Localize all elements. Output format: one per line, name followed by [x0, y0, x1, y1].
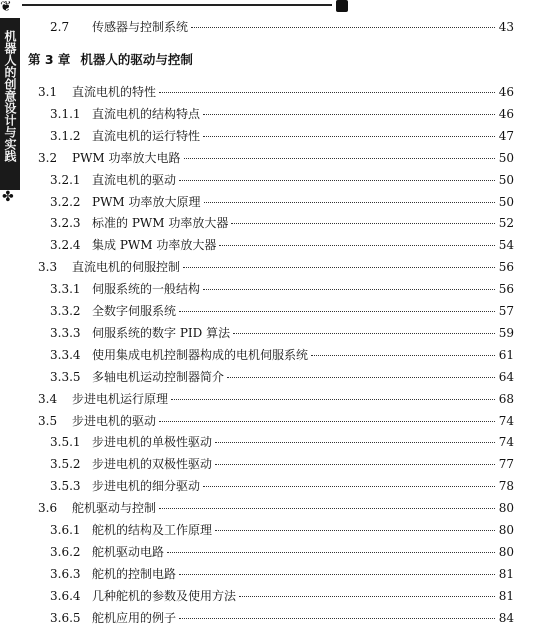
toc-entry-page: 46: [498, 85, 514, 99]
toc-subsection-entry[interactable]: [50, 171, 514, 188]
toc-entry-title: 标准的 PWM 功率放大器: [92, 216, 229, 231]
chapter-number: 第 3 章: [28, 52, 71, 67]
toc-entry-page: 54: [498, 238, 514, 253]
dot-leader: [203, 486, 495, 487]
dot-leader: [219, 245, 495, 246]
toc-entry-number: 3.2.2: [50, 194, 81, 209]
chapter-title: 机器人的驱动与控制: [80, 52, 193, 67]
toc-entry-number: 3.2.3: [50, 216, 81, 231]
toc-entry-number: 3.6.1: [50, 523, 81, 537]
toc-entry-page: 77: [498, 457, 514, 472]
toc-entry-page: 80: [498, 544, 514, 559]
toc-entry-page: 84: [498, 610, 514, 625]
toc-entry-page: 50: [498, 172, 514, 187]
toc-entry-title: 舵机的结构及工作原理: [92, 523, 213, 537]
toc-entry-title: 步进电机的细分驱动: [92, 479, 201, 494]
dot-leader: [203, 289, 495, 290]
dot-leader: [233, 333, 495, 334]
toc-subsection-entry[interactable]: [50, 324, 514, 341]
toc-subsection-entry[interactable]: [50, 587, 514, 604]
toc-entry-number: 3.1: [38, 85, 58, 99]
dot-leader: [239, 596, 495, 597]
toc-entry-number: 3.5.3: [50, 479, 81, 494]
toc-entry-page: 80: [498, 501, 514, 516]
toc-entry-number: 3.3.4: [50, 347, 81, 362]
book-spine: [0, 0, 22, 230]
toc-entry-title: 伺服系统的数字 PID 算法: [92, 325, 231, 340]
toc-subsection-entry[interactable]: [50, 455, 514, 472]
dot-leader: [227, 377, 495, 378]
dot-leader: [203, 114, 495, 115]
toc-entry-page: 50: [498, 194, 514, 209]
toc-section-entry[interactable]: [38, 412, 514, 429]
chapter-heading[interactable]: [28, 50, 193, 68]
toc-entry-title: 步进电机的单极性驱动: [92, 435, 213, 450]
toc-subsection-entry[interactable]: [50, 127, 514, 144]
dot-leader: [204, 202, 495, 203]
spine-title: 机器人的创意设计与实践: [3, 30, 17, 162]
toc-entry-number: 3.6.2: [50, 544, 81, 559]
toc-entry-number: 3.4: [38, 391, 58, 406]
toc-subsection-entry[interactable]: [50, 477, 514, 494]
dot-leader: [171, 399, 495, 400]
toc-entry-title: 几种舵机的参数及使用方法: [92, 588, 237, 603]
toc-entry-title: 步进电机运行原理: [72, 391, 169, 406]
dot-leader: [215, 530, 495, 531]
toc-entry-title: 直流电机的伺服控制: [72, 260, 181, 275]
toc-entry-number: 3.1.1: [50, 106, 81, 121]
toc-entry-title: 传感器与控制系统: [92, 20, 189, 34]
toc-entry-number: 2.7: [50, 20, 70, 34]
toc-entry-number: 3.2.4: [50, 238, 81, 253]
toc-entry-title: 直流电机的结构特点: [92, 106, 201, 121]
toc-entry-number: 3.1.2: [50, 128, 81, 143]
toc-entry-page: 50: [498, 150, 514, 165]
toc-subsection-entry[interactable]: [50, 521, 514, 538]
dot-leader: [184, 158, 495, 159]
toc-entry-number: 3.3.2: [50, 304, 81, 318]
toc-entry-title: 舵机应用的例子: [92, 610, 177, 625]
toc-entry-title: 舵机驱动电路: [92, 544, 165, 559]
toc-entry-page: 74: [498, 435, 514, 450]
header-marker: [336, 0, 348, 12]
dot-leader: [183, 267, 495, 268]
toc-subsection-entry[interactable]: [50, 433, 514, 450]
toc-section-entry[interactable]: [38, 499, 514, 516]
toc-entry-number: 3.5: [38, 413, 58, 428]
toc-subsection-entry[interactable]: [50, 280, 514, 297]
toc-entry-page: 68: [498, 391, 514, 406]
toc-entry-number: 3.6: [38, 501, 58, 516]
dot-leader: [215, 442, 495, 443]
toc-entry-title: 舵机驱动与控制: [72, 501, 157, 516]
toc-entry-number: 3.3.1: [50, 282, 81, 297]
toc-entry-title: 伺服系统的一般结构: [92, 282, 201, 297]
toc-entry-page: 80: [498, 523, 514, 537]
dot-leader: [159, 421, 495, 422]
toc-entry-number: 3.3: [38, 260, 58, 275]
toc-subsection-entry[interactable]: [50, 543, 514, 560]
toc-subsection-entry[interactable]: [50, 346, 514, 363]
dot-leader: [179, 618, 495, 619]
toc-section-entry[interactable]: [38, 258, 514, 275]
toc-entry-page: 78: [498, 479, 514, 494]
toc-entry-number: 3.2: [38, 150, 58, 165]
toc-entry-title: 使用集成电机控制器构成的电机伺服系统: [92, 347, 309, 362]
spine-ornament-bottom: ✤: [2, 189, 14, 205]
toc-entry-number: 3.6.5: [50, 610, 81, 625]
toc-section-entry[interactable]: [38, 83, 514, 100]
toc-entry-title: 多轴电机运动控制器简介: [92, 369, 225, 384]
toc-entry-page: 47: [498, 128, 514, 143]
toc-entry-title: 直流电机的驱动: [92, 172, 177, 187]
toc-entry-number: 3.6.4: [50, 588, 81, 603]
toc-entry-title: 直流电机的运行特性: [92, 128, 201, 143]
toc-entry-number: 3.6.3: [50, 566, 81, 581]
toc-subsection-entry[interactable]: [50, 214, 514, 231]
dot-leader: [179, 574, 495, 575]
dot-leader: [159, 508, 495, 509]
dot-leader: [311, 355, 495, 356]
toc-entry-page: 57: [498, 304, 514, 318]
toc-entry-page: 81: [498, 566, 514, 581]
toc-subsection-entry[interactable]: [50, 193, 514, 210]
toc-entry-title: 直流电机的特性: [72, 85, 157, 99]
dot-leader: [203, 136, 495, 137]
toc-entry-page: 61: [498, 347, 514, 362]
toc-section-entry[interactable]: [38, 149, 514, 166]
toc-subsection-entry[interactable]: [50, 18, 514, 35]
dot-leader: [215, 464, 495, 465]
toc-subsection-entry[interactable]: [50, 302, 514, 319]
toc-entry-page: 52: [498, 216, 514, 231]
dot-leader: [159, 92, 495, 93]
toc-entry-page: 81: [498, 588, 514, 603]
dot-leader: [191, 27, 495, 28]
toc-entry-title: PWM 功率放大电路: [72, 150, 181, 165]
toc-entry-page: 59: [498, 325, 514, 340]
toc-entry-number: 3.2.1: [50, 172, 81, 187]
toc-entry-number: 3.3.3: [50, 325, 81, 340]
toc-entry-page: 56: [498, 282, 514, 297]
toc-entry-title: PWM 功率放大原理: [92, 194, 201, 209]
toc-entry-page: 56: [498, 260, 514, 275]
toc-entry-number: 3.3.5: [50, 369, 81, 384]
toc-entry-title: 全数字伺服系统: [92, 304, 177, 318]
toc-subsection-entry[interactable]: [50, 609, 514, 626]
header-rule: [22, 4, 332, 6]
dot-leader: [167, 552, 495, 553]
dot-leader: [231, 223, 495, 224]
toc-entry-page: 74: [498, 413, 514, 428]
toc-subsection-entry[interactable]: [50, 565, 514, 582]
toc-entry-title: 舵机的控制电路: [92, 566, 177, 581]
spine-ornament-top: ❦: [0, 0, 12, 15]
toc-section-entry[interactable]: [38, 390, 514, 407]
toc-entry-page: 46: [498, 106, 514, 121]
dot-leader: [179, 311, 495, 312]
dot-leader: [179, 180, 495, 181]
toc-entry-title: 步进电机的驱动: [72, 413, 157, 428]
toc-entry-number: 3.5.2: [50, 457, 81, 472]
toc-subsection-entry[interactable]: [50, 236, 514, 253]
toc-subsection-entry[interactable]: [50, 368, 514, 385]
toc-entry-page: 64: [498, 369, 514, 384]
toc-entry-page: 43: [498, 20, 514, 34]
toc-entry-title: 集成 PWM 功率放大器: [92, 238, 217, 253]
toc-entry-number: 3.5.1: [50, 435, 81, 450]
toc-entry-title: 步进电机的双极性驱动: [92, 457, 213, 472]
toc-subsection-entry[interactable]: [50, 105, 514, 122]
